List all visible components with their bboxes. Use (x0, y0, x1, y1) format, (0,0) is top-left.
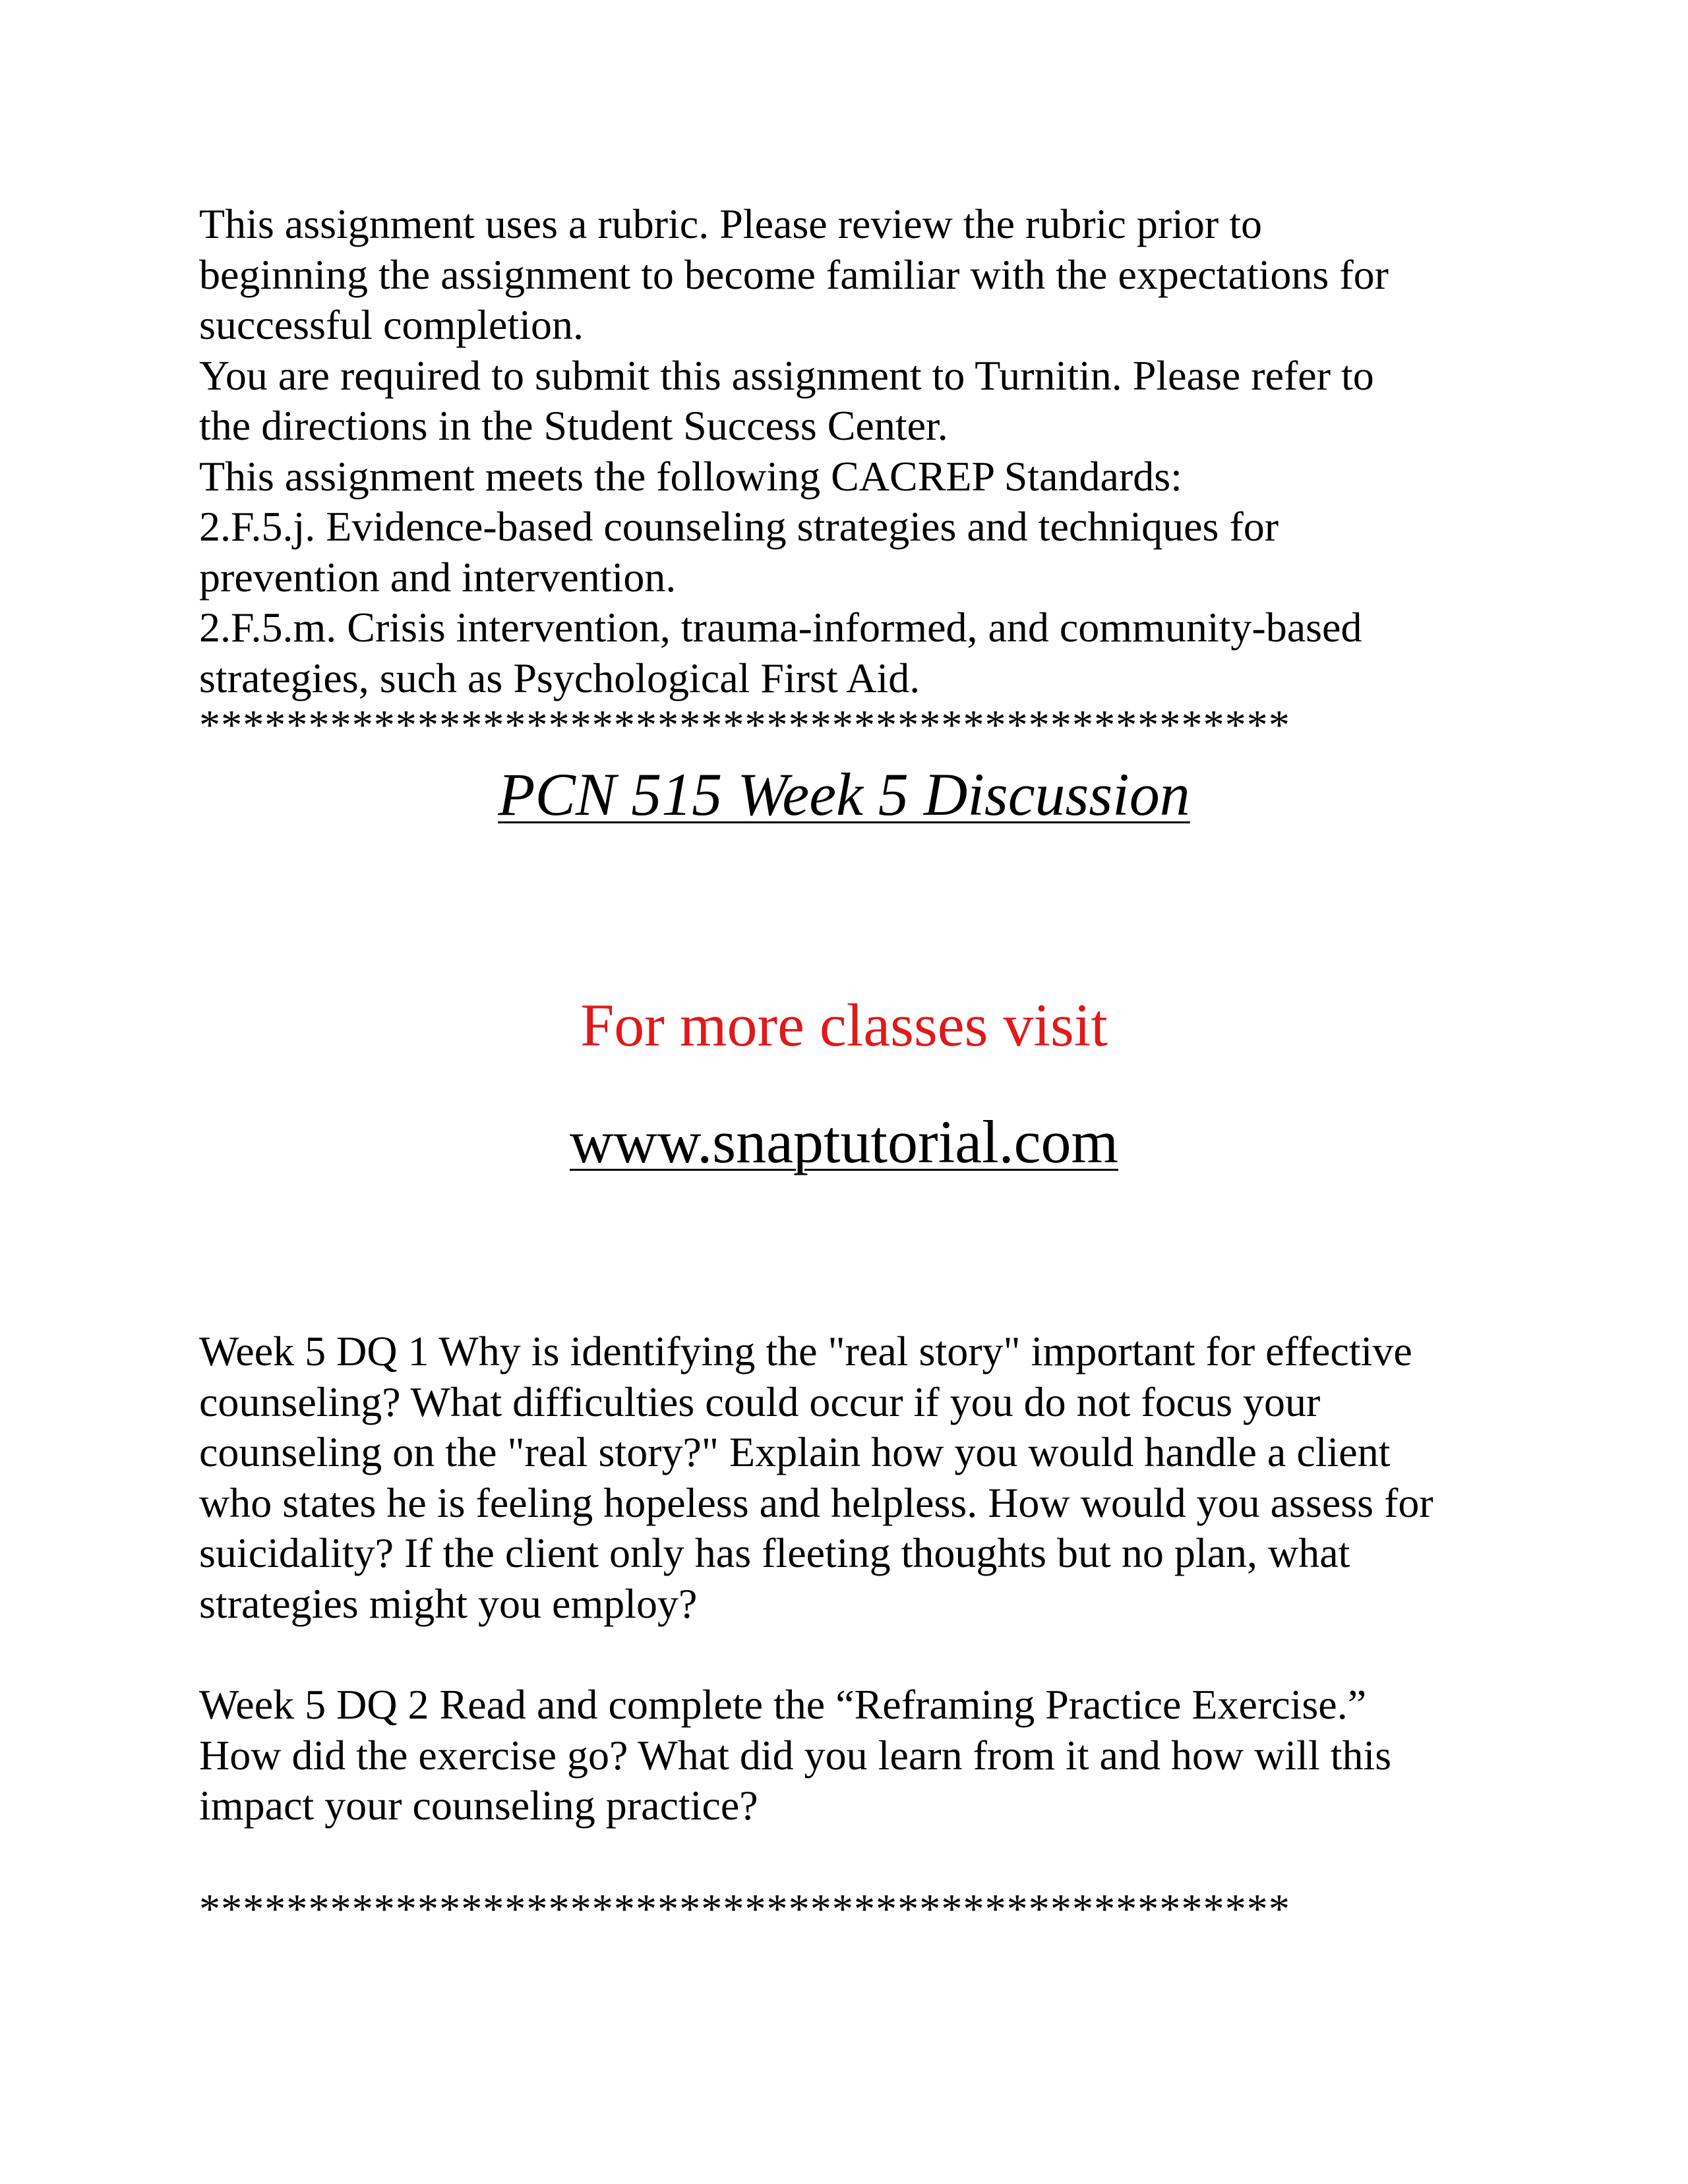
discussion-question-1 (199, 1326, 1518, 1629)
intro-line: 2.F.5.m. Crisis intervention, trauma-informed, and community-based (199, 604, 1362, 651)
dq1-line: counseling on the "real story?" Explain how you would handle a client (199, 1429, 1391, 1475)
dq1-line: Week 5 DQ 1 Why is identifying the "real story" important for effective (199, 1328, 1412, 1374)
dq1-line: suicidality? If the client only has fleeting thoughts but no plan, what (199, 1529, 1350, 1576)
dq1-line: who states he is feeling hopeless and helpless. How would you assess for (199, 1479, 1433, 1526)
intro-line: You are required to submit this assignment to Turnitin. Please refer to (199, 351, 1374, 399)
assignment-intro (199, 199, 1518, 703)
intro-line: beginning the assignment to become familiar with the expectations for (199, 251, 1389, 298)
website-link[interactable]: www.snaptutorial.com (569, 1108, 1119, 1175)
intro-line: the directions in the Student Success Center. (199, 402, 948, 449)
page-title: PCN 515 Week 5 Discussion (498, 761, 1190, 828)
intro-line: 2.F.5.j. Evidence-based counseling strategies and techniques for (199, 503, 1279, 550)
discussion-question-2 (199, 1680, 1518, 1831)
dq2-line: Week 5 DQ 2 Read and complete the “Reframing Practice Exercise.” (199, 1681, 1367, 1728)
dq1-line: strategies might you employ? (199, 1579, 698, 1627)
separator-bottom: ************************************************** (199, 1885, 1290, 1932)
intro-line: strategies, such as Psychological First Aid. (199, 654, 920, 701)
intro-line: prevention and intervention. (199, 553, 677, 601)
promo-text: For more classes visit (580, 991, 1108, 1059)
intro-line: This assignment uses a rubric. Please review the rubric prior to (199, 200, 1262, 247)
dq2-line: impact your counseling practice? (199, 1782, 758, 1829)
dq2-line: How did the exercise go? What did you learn from it and how will this (199, 1731, 1392, 1779)
intro-line: This assignment meets the following CACREP Standards: (199, 452, 1182, 500)
dq1-line: counseling? What difficulties could occur if you do not focus your (199, 1378, 1321, 1425)
intro-line: successful completion. (199, 301, 584, 348)
separator-top: ************************************************** (199, 701, 1290, 748)
